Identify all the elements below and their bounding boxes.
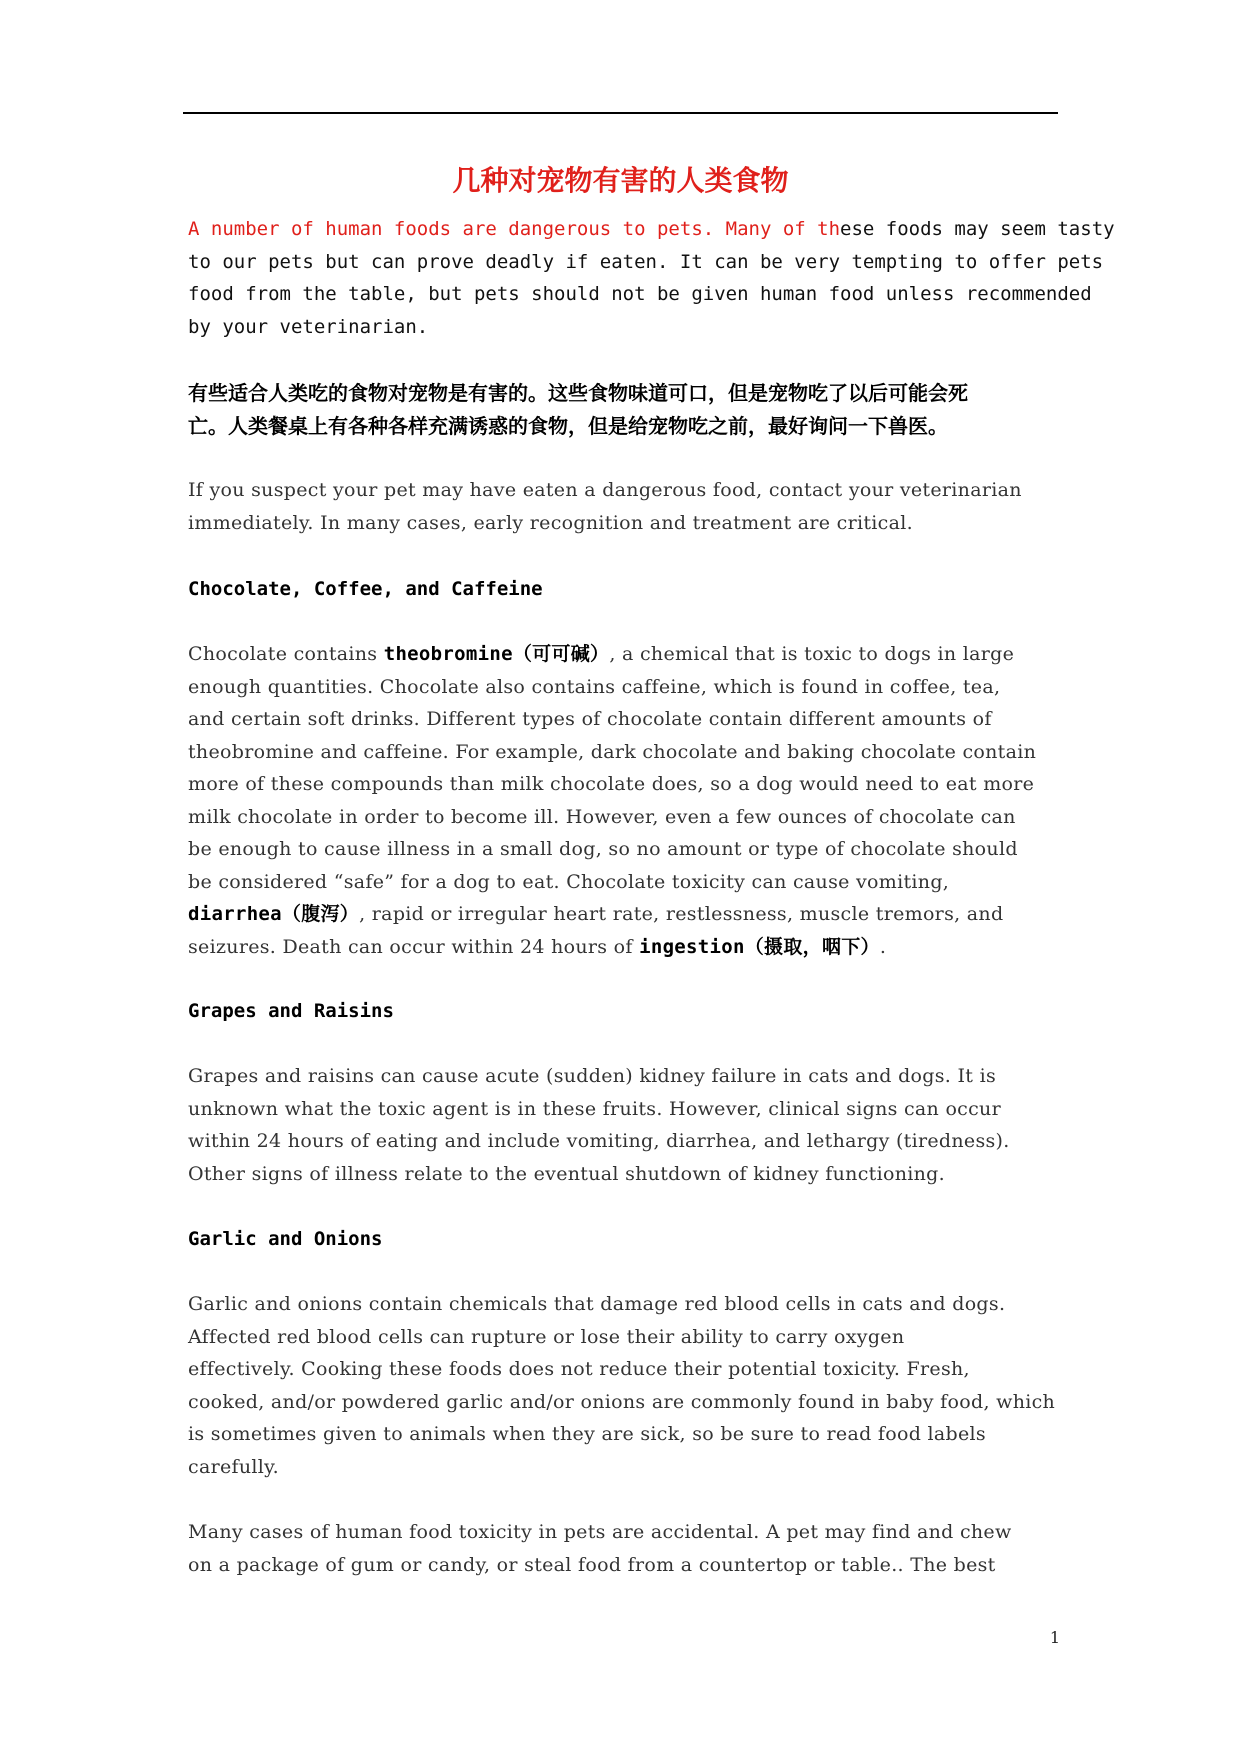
document-title: 几种对宠物有害的人类食物 bbox=[452, 164, 789, 197]
grapes-paragraph: Grapes and raisins can cause acute (sudden) kidney failure in cats and dogs. It is unknown what the toxic agent is in these fruits. However, clinical signs can occur within 24 hours of eating and include vomiting, diarrhea, and lethargy (tiredness). Other signs of illness relate to the eventual shutdown of kidney functioning. bbox=[188, 1065, 1010, 1185]
chocolate-paragraph: Chocolate contains theobromine（可可碱）, a chemical that is toxic to dogs in large enough quantities. Chocolate also contains caffeine, which is found in coffee, tea, and certain soft drinks. Different types of chocolate contain different amounts of theobromine and caffeine. For example, dark chocolate and baking chocolate contain more of these compounds than milk chocolate does, so a dog would need to eat more milk chocolate in order to become ill. However, even a few ounces of chocolate can be enough to cause illness in a small dog, so no amount or type of chocolate should be considered “safe” for a dog to eat. Chocolate toxicity can cause vomiting, diarrhea（腹泻）, rapid or irregular heart rate, restlessness, muscle tremors, and seizures. Death can occur within 24 hours of ingestion（摄取，咽下）. bbox=[188, 643, 1037, 958]
garlic-paragraph: Garlic and onions contain chemicals that damage red blood cells in cats and dogs. Affected red blood cells can rupture or lose their ability to carry oxygen effectively. Cooking these foods does not reduce their potential toxicity. Fresh, cooked, and/or powdered garlic and/or onions are commonly found in baby food, which is sometimes given to animals when they are sick, so be sure to read food labels carefully. bbox=[188, 1293, 1056, 1478]
term-theobromine: theobromine（可可碱） bbox=[383, 643, 610, 665]
term-diarrhea: diarrhea（腹泻） bbox=[188, 903, 360, 925]
header-rule bbox=[183, 112, 1058, 114]
suspect-paragraph: If you suspect your pet may have eaten a dangerous food, contact your veterinarian immediately. In many cases, early recognition and treatment are critical. bbox=[188, 479, 1022, 534]
section-heading-chocolate: Chocolate, Coffee, and Caffeine bbox=[188, 578, 543, 600]
page-number: 1 bbox=[1049, 1628, 1060, 1647]
chinese-paragraph: 有些适合人类吃的食物对宠物是有害的。这些食物味道可口，但是宠物吃了以后可能会死 亡。人类餐桌上有各种各样充满诱惑的食物，但是给宠物吃之前，最好询问一下兽医。 bbox=[188, 381, 968, 438]
term-ingestion: ingestion（摄取，咽下） bbox=[639, 935, 880, 958]
closing-paragraph: Many cases of human food toxicity in pets are accidental. A pet may find and chew on a package of gum or candy, or steal food from a countertop or table.. The best bbox=[188, 1521, 1012, 1576]
intro-paragraph: A number of human foods are dangerous to pets. Many of these foods may seem tasty to our pets but can prove deadly if eaten. It can be very tempting to offer pets food from the table, but pets should not be given human food unless recommended by your veterinarian. bbox=[188, 218, 1115, 338]
section-heading-garlic: Garlic and Onions bbox=[188, 1228, 383, 1250]
section-heading-grapes: Grapes and Raisins bbox=[188, 1000, 394, 1022]
intro-red-text: A number of human foods are dangerous to pets. Many of th bbox=[188, 218, 841, 240]
